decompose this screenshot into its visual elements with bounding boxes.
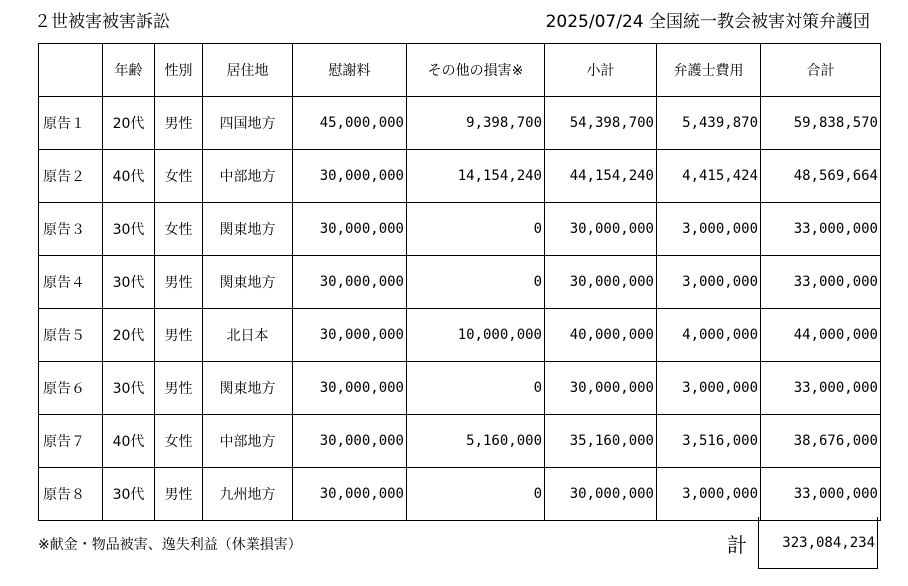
age-cell: 30代 — [103, 468, 155, 521]
region-cell: 九州地方 — [203, 468, 293, 521]
plaintiff-cell: 原告３ — [39, 203, 103, 256]
region-cell: 関東地方 — [203, 256, 293, 309]
consolation-cell: 30,000,000 — [293, 203, 407, 256]
plaintiff-cell: 原告４ — [39, 256, 103, 309]
region-cell: 中部地方 — [203, 415, 293, 468]
age-cell: 20代 — [103, 309, 155, 362]
attorney-fee-cell: 3,516,000 — [657, 415, 761, 468]
table-row — [39, 256, 881, 309]
subtotal-cell: 30,000,000 — [545, 203, 657, 256]
subtotal-cell: 44,154,240 — [545, 150, 657, 203]
plaintiff-cell: 原告８ — [39, 468, 103, 521]
table-row — [39, 362, 881, 415]
other-damages-cell: 10,000,000 — [407, 309, 545, 362]
age-cell: 30代 — [103, 362, 155, 415]
age-cell: 30代 — [103, 203, 155, 256]
consolation-cell: 30,000,000 — [293, 362, 407, 415]
grand-total-label: 計 — [727, 533, 747, 557]
region-cell: 北日本 — [203, 309, 293, 362]
consolation-cell: 30,000,000 — [293, 415, 407, 468]
total-cell: 44,000,000 — [761, 309, 881, 362]
subtotal-cell: 30,000,000 — [545, 468, 657, 521]
region-cell: 関東地方 — [203, 362, 293, 415]
consolation-cell: 30,000,000 — [293, 150, 407, 203]
gender-cell: 男性 — [155, 97, 203, 150]
column-header: 慰謝料 — [293, 44, 407, 97]
table-row — [39, 468, 881, 521]
total-cell: 48,569,664 — [761, 150, 881, 203]
attorney-fee-cell: 3,000,000 — [657, 203, 761, 256]
gender-cell: 男性 — [155, 468, 203, 521]
plaintiff-cell: 原告５ — [39, 309, 103, 362]
total-cell: 33,000,000 — [761, 256, 881, 309]
subtotal-cell: 30,000,000 — [545, 362, 657, 415]
gender-cell: 男性 — [155, 256, 203, 309]
table-row — [39, 97, 881, 150]
consolation-cell: 30,000,000 — [293, 309, 407, 362]
grand-total-value: 323,084,234 — [758, 517, 878, 569]
other-damages-cell: 14,154,240 — [407, 150, 545, 203]
plaintiff-cell: 原告６ — [39, 362, 103, 415]
total-cell: 33,000,000 — [761, 362, 881, 415]
total-cell: 38,676,000 — [761, 415, 881, 468]
column-header: 居住地 — [203, 44, 293, 97]
other-damages-cell: 5,160,000 — [407, 415, 545, 468]
attorney-fee-cell: 3,000,000 — [657, 362, 761, 415]
attorney-fee-cell: 5,439,870 — [657, 97, 761, 150]
table-row — [39, 150, 881, 203]
region-cell: 中部地方 — [203, 150, 293, 203]
table-row — [39, 309, 881, 362]
header-row — [39, 44, 881, 97]
attorney-fee-cell: 3,000,000 — [657, 468, 761, 521]
other-damages-cell: 9,398,700 — [407, 97, 545, 150]
other-damages-cell: 0 — [407, 362, 545, 415]
age-cell: 20代 — [103, 97, 155, 150]
damages-table — [38, 43, 881, 521]
consolation-cell: 45,000,000 — [293, 97, 407, 150]
gender-cell: 女性 — [155, 415, 203, 468]
age-cell: 30代 — [103, 256, 155, 309]
footnote: ※献金・物品被害、逸失利益（休業損害） — [38, 537, 302, 553]
subtotal-cell: 54,398,700 — [545, 97, 657, 150]
consolation-cell: 30,000,000 — [293, 256, 407, 309]
gender-cell: 女性 — [155, 150, 203, 203]
document-title: ２世被害被害訴訟 — [34, 12, 170, 32]
total-cell: 59,838,570 — [761, 97, 881, 150]
column-header: 小計 — [545, 44, 657, 97]
gender-cell: 女性 — [155, 203, 203, 256]
plaintiff-cell: 原告２ — [39, 150, 103, 203]
gender-cell: 男性 — [155, 309, 203, 362]
column-header: 合計 — [761, 44, 881, 97]
column-header — [39, 44, 103, 97]
attorney-fee-cell: 3,000,000 — [657, 256, 761, 309]
attorney-fee-cell: 4,000,000 — [657, 309, 761, 362]
age-cell: 40代 — [103, 415, 155, 468]
plaintiff-cell: 原告７ — [39, 415, 103, 468]
region-cell: 関東地方 — [203, 203, 293, 256]
other-damages-cell: 0 — [407, 468, 545, 521]
attorney-fee-cell: 4,415,424 — [657, 150, 761, 203]
subtotal-cell: 30,000,000 — [545, 256, 657, 309]
other-damages-cell: 0 — [407, 256, 545, 309]
region-cell: 四国地方 — [203, 97, 293, 150]
subtotal-cell: 35,160,000 — [545, 415, 657, 468]
table-row — [39, 415, 881, 468]
column-header: 年齢 — [103, 44, 155, 97]
other-damages-cell: 0 — [407, 203, 545, 256]
gender-cell: 男性 — [155, 362, 203, 415]
column-header: 性別 — [155, 44, 203, 97]
consolation-cell: 30,000,000 — [293, 468, 407, 521]
column-header: その他の損害※ — [407, 44, 545, 97]
date-organization: 2025/07/24 全国統一教会被害対策弁護団 — [545, 12, 870, 32]
plaintiff-cell: 原告１ — [39, 97, 103, 150]
subtotal-cell: 40,000,000 — [545, 309, 657, 362]
table-row — [39, 203, 881, 256]
total-cell: 33,000,000 — [761, 203, 881, 256]
total-cell: 33,000,000 — [761, 468, 881, 521]
column-header: 弁護士費用 — [657, 44, 761, 97]
age-cell: 40代 — [103, 150, 155, 203]
